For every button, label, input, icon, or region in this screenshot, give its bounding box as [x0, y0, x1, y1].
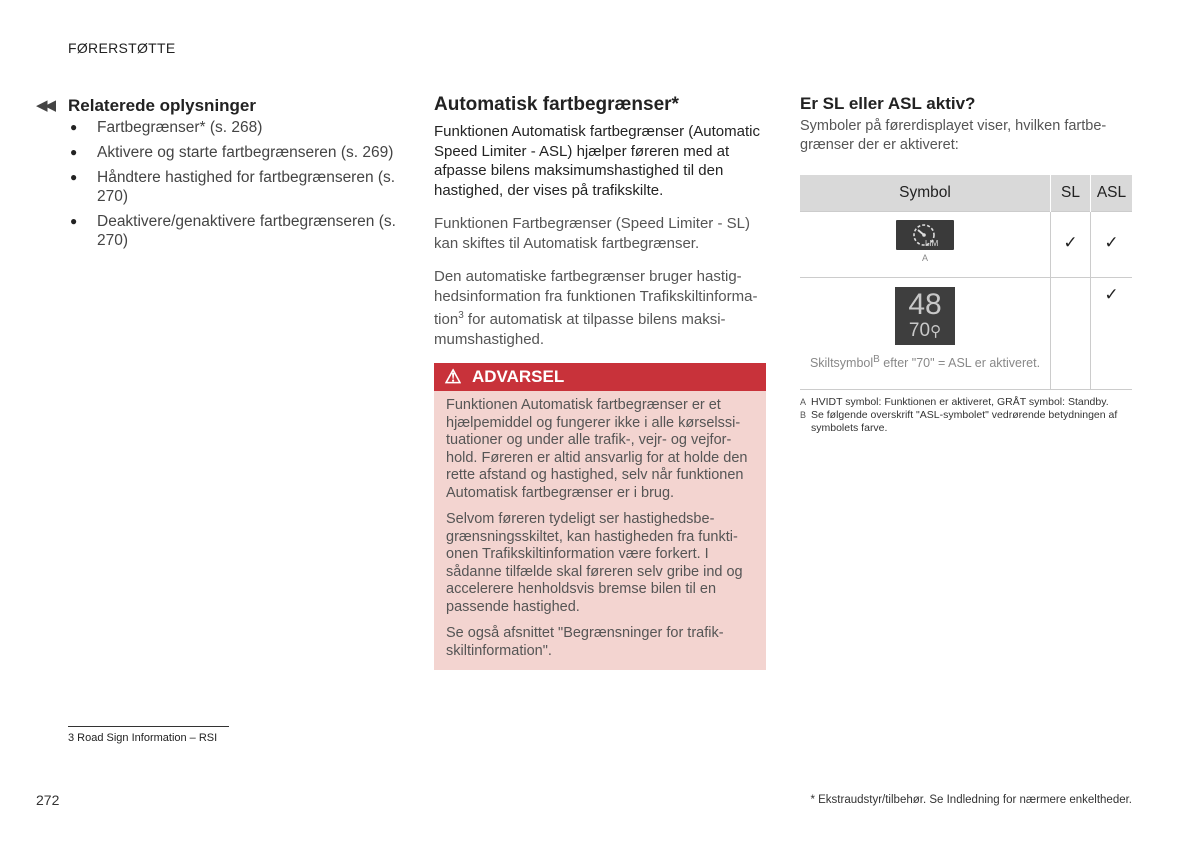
paragraph-asl-part2: for automatisk at tilpasse bilens maksimumshastighed. — [434, 311, 726, 348]
bullet-icon: ● — [70, 170, 78, 184]
page-number: 272 — [36, 792, 60, 808]
main-article — [434, 94, 766, 670]
asl-cell — [1091, 278, 1133, 390]
footnote-text: HVIDT symbol: Funktionen er aktiveret, GRÅT symbol: Standby. — [811, 396, 1109, 408]
check-icon: ✓ — [1104, 285, 1119, 304]
bullet-icon: ● — [70, 214, 78, 228]
table-row — [800, 278, 1132, 390]
table-header-row — [800, 175, 1132, 212]
footnote-divider — [68, 726, 229, 727]
footnote-mark: B — [800, 410, 807, 420]
sl-cell — [1051, 278, 1091, 390]
footnote-a — [800, 396, 1132, 409]
warning-paragraph: Funktionen Automatisk fartbegrænser er et hjælpemiddel og fungerer ikke i alle kørselssituationer og under alle trafik-, vejr- og vejforhold. Føreren er altid ansvarlig for at holde den rette afstand og hastighed, selv når funktionen Automatisk fartbegrænser er i brug. — [446, 397, 748, 501]
footnote-text: Se følgende overskrift "ASL-symbolet" vedrørende betydningen af symbolets farve. — [811, 409, 1118, 434]
limit-number: 70 — [908, 320, 931, 341]
header-asl: ASL — [1091, 175, 1133, 212]
caption-part2: efter "70" = ASL er aktiveret. — [879, 356, 1041, 371]
check-icon — [1052, 279, 1089, 285]
warning-paragraph: Se også afsnittet "Begrænsninger for trafikskiltinformation". — [446, 625, 724, 659]
related-link-text[interactable]: Fartbegrænser* (s. 268) — [97, 119, 263, 136]
header-symbol: Symbol — [800, 175, 1051, 212]
section-title: Er SL eller ASL aktiv? — [800, 94, 976, 113]
section-header: FØRERSTØTTE — [68, 40, 176, 56]
speed-sign-display — [895, 287, 955, 345]
sl-cell — [1051, 212, 1091, 278]
related-info — [36, 96, 406, 256]
symbol-table — [800, 175, 1132, 390]
check-icon: ✓ — [1104, 233, 1119, 252]
related-link[interactable] — [68, 118, 406, 137]
related-link-text[interactable]: Deaktivere/genaktivere fartbegrænseren (s. 270) — [97, 213, 396, 249]
warning-triangle-icon: ⚠ — [444, 366, 462, 388]
limit-value — [895, 321, 955, 342]
related-link[interactable] — [68, 212, 406, 250]
related-title: Relaterede oplysninger — [68, 96, 257, 115]
warning-label: ADVARSEL — [472, 367, 565, 386]
section-intro: Symboler på førerdisplayet viser, hvilken fartbegrænser der er aktiveret: — [800, 118, 1107, 153]
bullet-icon: ● — [70, 145, 78, 159]
warning-body — [434, 391, 766, 670]
related-list — [68, 118, 406, 250]
related-link[interactable] — [68, 143, 406, 162]
symbol-cell — [800, 212, 1051, 278]
lim-text: LIM — [925, 239, 939, 248]
check-icon: ✓ — [1063, 233, 1078, 252]
warning-paragraph: Selvom føreren tydeligt ser hastighedsbegrænsningsskiltet, kan hastigheden fra funktionen Trafikskiltinformation være forkert. I sådanne tilfælde skal føreren selv gribe ind og accelerere henholdsvis bremse bilen til en passende hastighed. — [446, 511, 743, 615]
paragraph-sl: Funktionen Fartbegrænser (Speed Limiter - SL) kan skiftes til Automatisk fartbegrænser. — [434, 215, 750, 252]
footnote-b — [800, 409, 1132, 435]
related-link[interactable] — [68, 168, 406, 206]
article-title: Automatisk fartbegrænser* — [434, 94, 679, 115]
paragraph-asl — [434, 267, 766, 349]
caption-part1: Skiltsymbol — [809, 356, 874, 371]
asl-cell — [1091, 212, 1133, 278]
table-row — [800, 212, 1132, 278]
sign-pin-icon: ⚲ — [930, 323, 942, 340]
footnote-mark: A — [800, 397, 807, 407]
footnote-ref-b[interactable]: B — [873, 354, 880, 365]
related-link-text[interactable]: Håndtere hastighed for fartbegrænseren (s. 270) — [97, 169, 396, 205]
footnote-3: 3 Road Sign Information – RSI — [68, 732, 218, 744]
symbol-caption — [809, 351, 1041, 372]
sl-asl-section — [800, 94, 1132, 435]
double-chevron-left-icon[interactable]: ◀◀ — [36, 97, 54, 114]
header-sl: SL — [1051, 175, 1091, 212]
symbol-cell — [800, 278, 1051, 390]
related-link-text[interactable]: Aktivere og starte fartbegrænseren (s. 269) — [97, 144, 394, 161]
intro-paragraph: Funktionen Automatisk fartbegrænser (Automatic Speed Limiter - ASL) hjælper føreren med at afpasse bilens maksimumshastighed til den hastighed, der vises på trafikskilte. — [434, 123, 760, 199]
footnote-mark-a: A — [921, 253, 928, 263]
warning-header — [434, 363, 766, 391]
speedometer-lim-icon — [896, 220, 954, 250]
extras-note: * Ekstraudstyr/tilbehør. Se Indledning for nærmere enkeltheder. — [810, 794, 1132, 806]
footnote-ref[interactable]: 3 — [458, 310, 464, 321]
bullet-icon: ● — [70, 120, 78, 134]
table-footnotes — [800, 396, 1132, 435]
paragraph-asl-part1: Den automatiske fartbegrænser bruger hastighedsinformation fra funktionen Trafikskiltinformation — [434, 268, 758, 328]
speed-value: 48 — [908, 288, 942, 321]
